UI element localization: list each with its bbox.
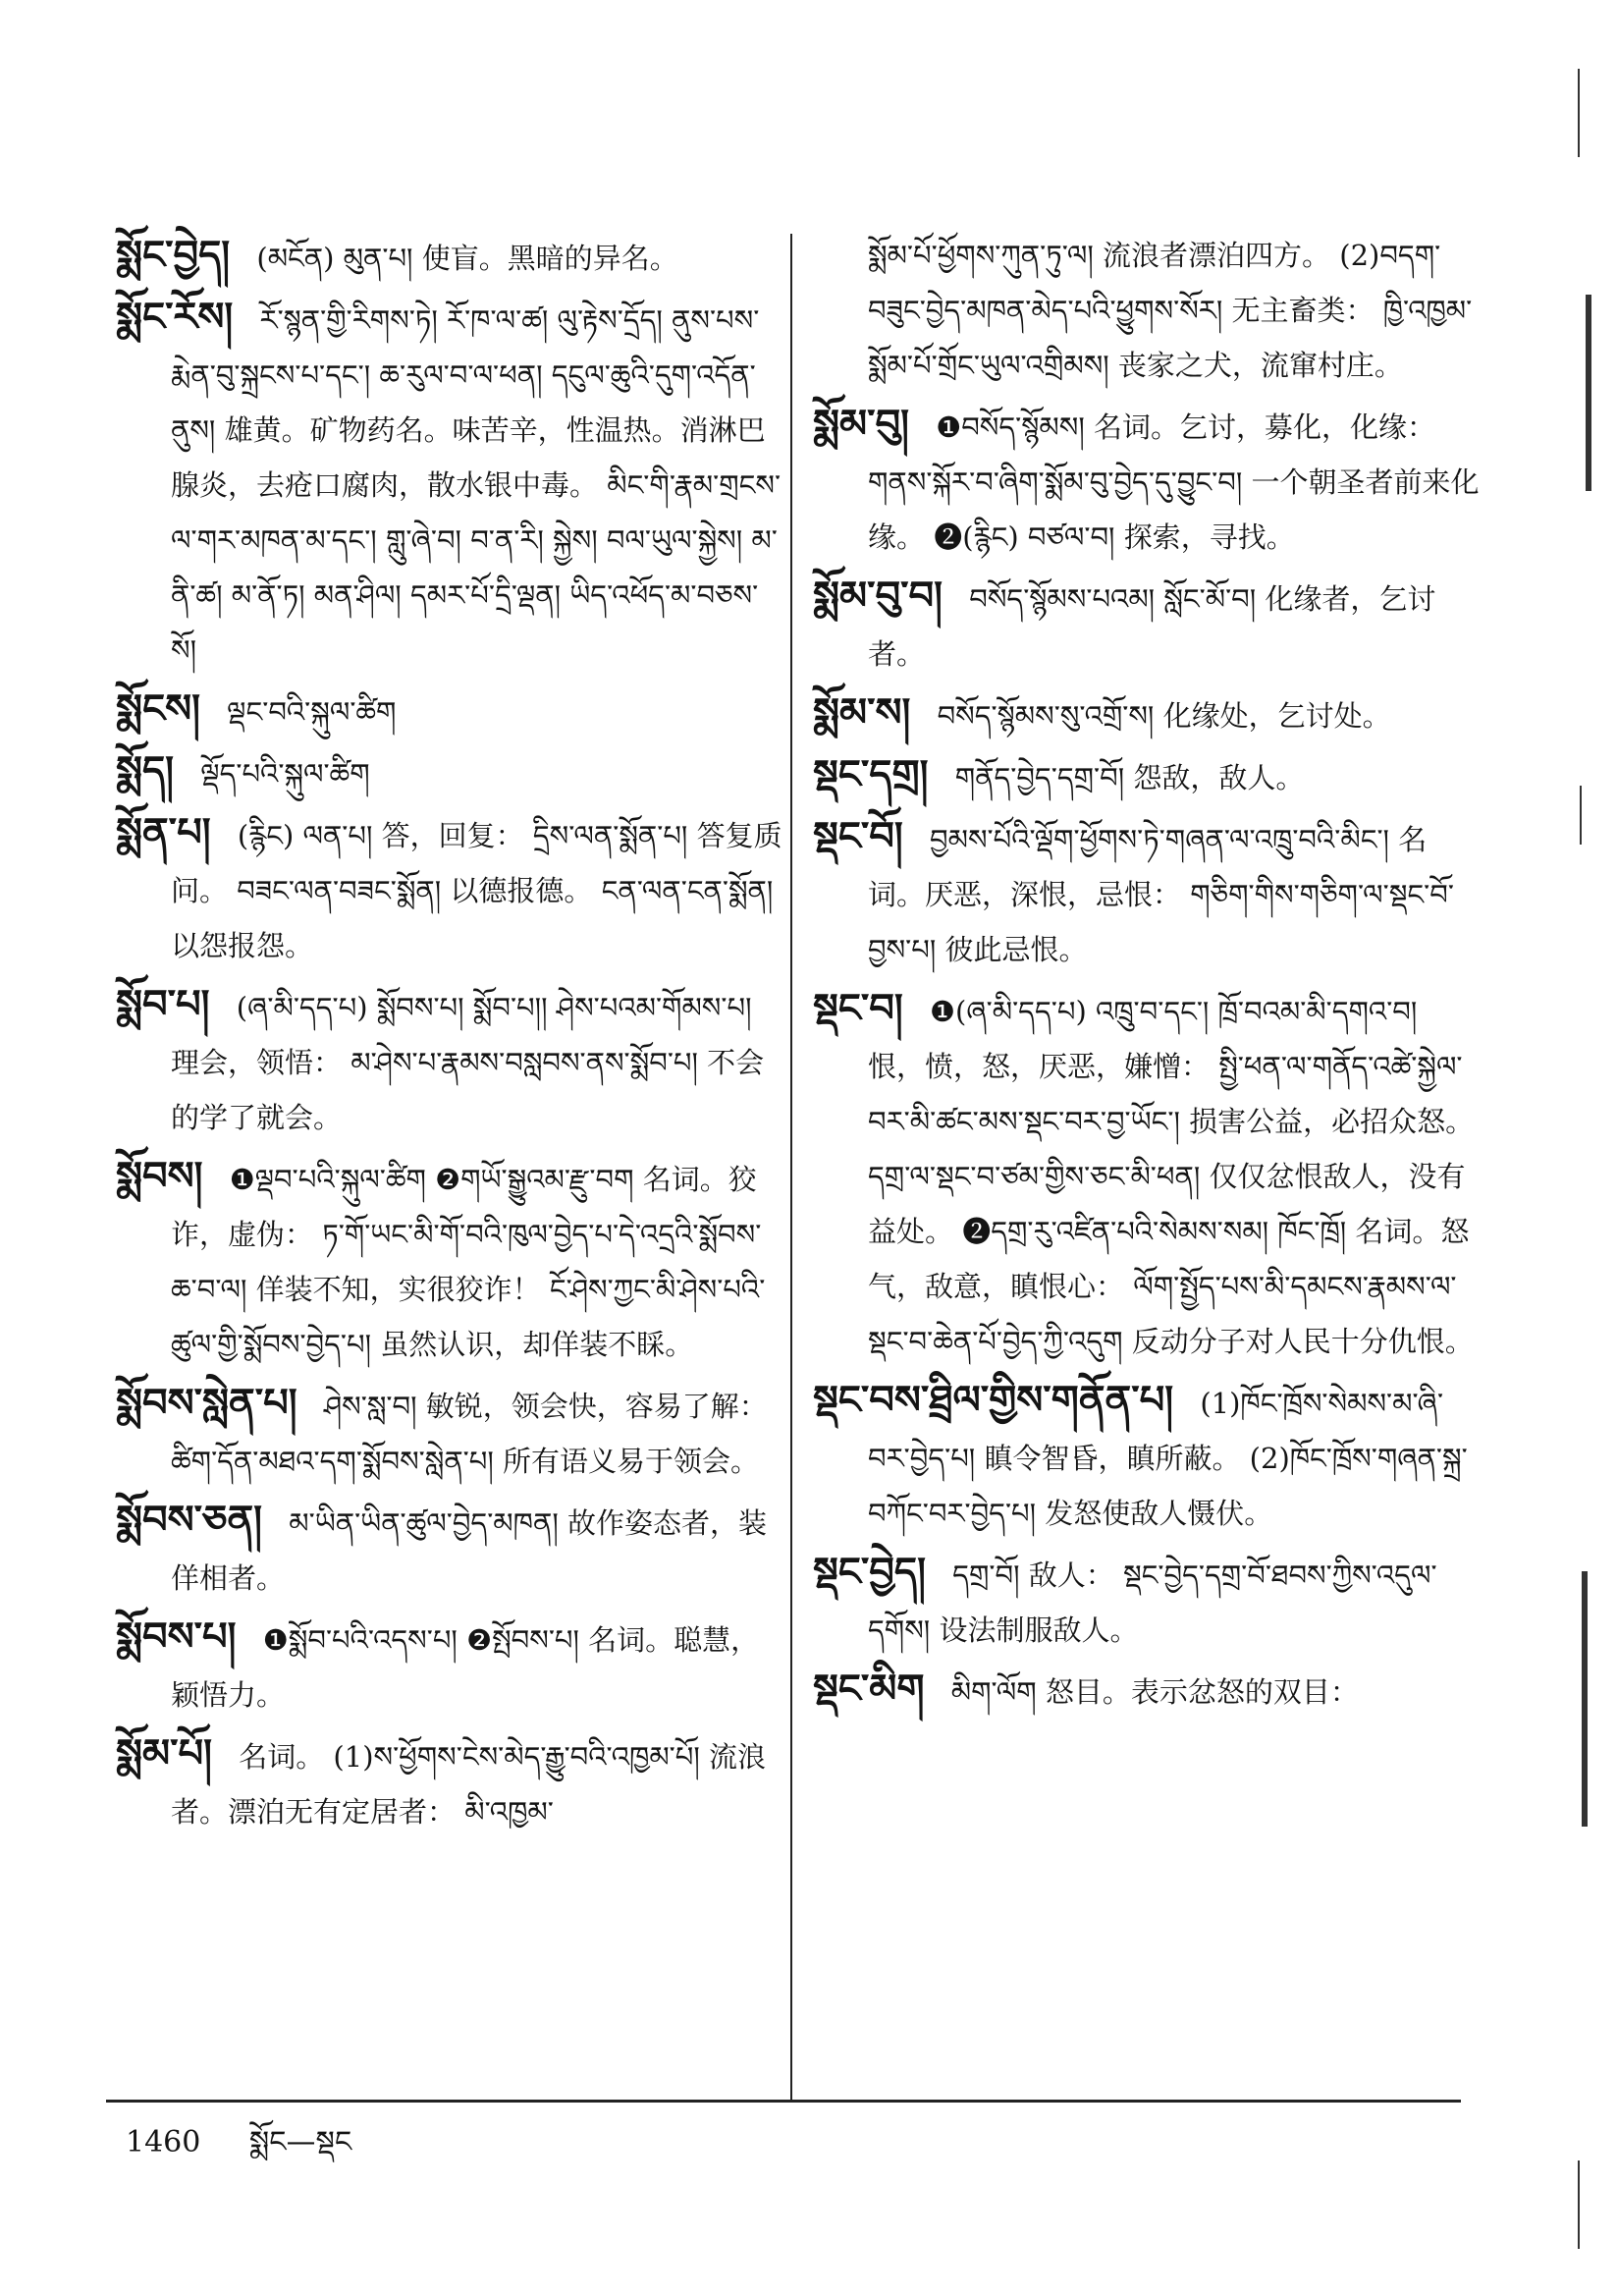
entry-definition: བྱམས་པོའི་ལྡོག་ཕྱོགས་ཏེ་གཞན་ལ་འཁྲུ་བའི་མིང་། 名词。厌恶，深恨，忌恨： གཅིག་གིས་གཅིག་ལ་སྡང་བོ་བྱས་པ། 彼此忌恨。 <box>868 823 1454 966</box>
entry-definition: མ་ཡིན་ཡིན་ཚུལ་བྱེད་མཁན། 故作姿态者，装佯相者。 <box>171 1506 767 1595</box>
entry-definition: དགྲ་བོ། 敌人： སྡང་བྱེད་དགྲ་བོ་ཐབས་ཀྱིས་འདུལ་དགོས། 设法制服敌人。 <box>868 1558 1437 1647</box>
dictionary-entry <box>116 1149 783 1372</box>
entry-definition: (རྙིང) ལན་པ། 答，回复： དྲིས་ལན་སྨོན་པ། 答复质问。 བཟང་ལན་བཟང་སྨོན། 以德报德。 ངན་ལན་ངན་སྨོན། 以怨报怨。 <box>171 819 782 962</box>
dictionary-entry <box>116 1726 783 1839</box>
entry-definition: ❶བསོད་སྙོམས། 名词。乞讨，募化，化缘： གནས་སྐོར་བ་ཞིག་སྨོམ་བུ་བྱེད་དུ་བྱུང་བ། 一个朝圣者前来化缘。 ❷(རྙིང) བཙལ་བ། 探索，寻找。 <box>868 410 1480 554</box>
dictionary-entry <box>116 1493 783 1606</box>
dictionary-entry <box>813 397 1481 565</box>
entry-headword: སྨོབས་པ། <box>116 1614 237 1660</box>
left-column <box>116 228 783 1843</box>
dictionary-entry <box>116 290 783 678</box>
entry-definition: མིག་ལོག 怒目。表示忿怒的双目： <box>942 1675 1359 1709</box>
entry-headword: སྨོབས་སླེན་པ། <box>116 1381 297 1426</box>
entry-headword: སྡང་མིག <box>813 1667 925 1712</box>
entry-definition: (ཞ་མི་དད་པ) སྨོབས་པ། སྨོབ་པ།། ཤེས་པའམ་གོམས་པ། 理会，领悟： མ་ཤེས་པ་རྣམས་བསླབས་ནས་སྨོབ་པ། 不会的学了就会。 <box>171 991 765 1134</box>
entry-headword: སྨོང་བྱེད། <box>116 233 231 278</box>
entry-headword: སྨོམ་བུ་བ། <box>813 574 943 619</box>
dictionary-entry <box>813 569 1481 682</box>
page-footer <box>126 2109 351 2192</box>
dictionary-entry <box>813 809 1481 977</box>
entry-definition: གནོད་བྱེད་དགྲ་བོ། 怨敌，敌人。 <box>945 761 1305 794</box>
dictionary-entry <box>813 1373 1481 1541</box>
entry-headword: སྨོབས། <box>116 1154 203 1199</box>
entry-definition: (1)ཁོང་ཁྲོས་སེམས་མ་ཞི་བར་བྱེད་པ། 瞋令智昏，瞋所蔽。 (2)ཁོང་ཁྲོས་གཞན་སྐྲ་བཀོང་བར་བྱེད་པ། 发怒使敌人慑伏。 <box>868 1387 1468 1530</box>
entry-headword: སྡང་བ། <box>813 986 903 1031</box>
entry-definition: ཤེས་སླ་བ། 敏锐，领会快，容易了解： ཚིག་དོན་མཐའ་དག་སྨོབས་སླེན་པ། 所有语义易于领会。 <box>171 1390 768 1478</box>
dictionary-entry <box>813 685 1481 743</box>
entry-definition: རོ་སྙན་གྱི་རིགས་ཏེ། རོ་ཁ་ལ་ཚ། ལུ་རྟེས་དྲོད། ནུས་པས་རྨེན་བུ་སྐྲངས་པ་དང་། ཆ་རུལ་བ་ལ་ཕན། དངུལ་ཆུའི་དུག་འདོན་ནུས། 雄黄。矿物药名。味苦辛，性温热。消淋巴腺炎，去疮口腐肉，散水银中毒。 མིང་གི་རྣམ་གྲངས་ལ་གར་མཁན་མ་དང་། གླུ་ཞེ་བ། བ་ན་རི། སྐྱེས། བལ་ཡུལ་སྐྱེས། མ་ནི་ཚ། མ་ནོ་ཏ། མན་ཤིལ། དམར་པོ་དྲི་ལྡན། ཡིད་འཕོད་མ་བཅས་སོ། <box>171 303 782 667</box>
column-divider <box>790 234 792 2100</box>
dictionary-entry <box>116 743 783 801</box>
entry-headword: སྨོམ་བུ། <box>813 402 909 447</box>
dictionary-entry <box>116 1376 783 1489</box>
dictionary-entry <box>116 977 783 1145</box>
dictionary-entry <box>813 1662 1481 1720</box>
entry-headword: སྨོབས་ཅན། <box>116 1498 263 1543</box>
dictionary-entry <box>813 747 1481 805</box>
entry-definition: ལྡོད་པའི་སྐུལ་ཚིག <box>191 757 370 791</box>
entry-definition: ལྡང་བའི་སྐུལ་ཚིག <box>217 695 397 729</box>
entry-definition: བསོད་སྙོམས་པའམ། སློང་མོ་བ། 化缘者，乞讨者。 <box>868 582 1436 671</box>
entry-definition: 名词。 (1)ས་ཕྱོགས་ངེས་མེད་རྒྱུ་བའི་འཁྱམ་པོ། 流浪者。漂泊无有定居者： མི་འཁྱམ་ <box>171 1740 767 1829</box>
entry-headword: སྨོབ་པ། <box>116 982 210 1027</box>
right-column <box>813 228 1481 1723</box>
entry-definition: ❶སྨོབ་པའི་འདས་པ། ❷སྤོབས་པ། 名词。聪慧，颖悟力。 <box>171 1623 760 1712</box>
dictionary-entry <box>116 228 783 286</box>
entry-headword: སྡང་བྱེད། <box>813 1550 926 1595</box>
dictionary-entry <box>813 228 1481 393</box>
entry-definition: (མངོན) མུན་པ། 使盲。黑暗的异名。 <box>247 242 678 275</box>
edge-marks <box>1558 0 1617 2296</box>
entry-headword: སྡང་བོ། <box>813 814 903 859</box>
entry-headword: སྡང་བས་ཐྲིལ་གྱིས་གནོན་པ། <box>813 1378 1174 1423</box>
page-number: 1460 <box>126 2125 201 2159</box>
entry-definition: ❶(ཞ་མི་དད་པ) འཁྲུ་བ་དང་། ཁྲོ་བའམ་མི་དགའ་བ། 恨，愤，怒，厌恶，嫌憎： སྤྱི་ཕན་ལ་གནོད་འཚེ་སྐྱེལ་བར་མི་ཚང་མས་སྡང་བར་བྱ་ཡོང་། 损害公益，必招众怒。 དགྲ་ལ་སྡང་བ་ཙམ་གྱིས་ཅང་མི་ཕན། 仅仅忿恨敌人，没有益处。 ❷དགྲ་རུ་འཛིན་པའི་སེམས་སམ། ཁོང་ཁྲོ། 名词。怒气，敌意，瞋恨心： ལོག་སྤྱོད་པས་མི་དམངས་རྣམས་ལ་སྡང་བ་ཆེན་པོ་བྱེད་ཀྱི་འདུག 反动分子对人民十分仇恨。 <box>868 995 1475 1358</box>
dictionary-entry <box>813 981 1481 1369</box>
footer-rule <box>106 2100 1461 2103</box>
dictionary-entry <box>116 682 783 739</box>
entry-headword: སྨོངས། <box>116 686 200 732</box>
entry-definition: སྨོམ་པོ་ཕྱོགས་ཀུན་ཏུ་ལ། 流浪者漂泊四方。 (2)བདག་བཟུང་བྱེད་མཁན་མེད་པའི་ཕྱུགས་སོར། 无主畜类： ཁྱི་འཁྱམ་སྨོམ་པོ་གྲོང་ཡུལ་འགྲིམས། 丧家之犬，流窜村庄。 <box>868 239 1473 382</box>
entry-headword: སྨོན་པ། <box>116 810 211 855</box>
page-range: སྨོང—སྡང <box>248 2125 352 2159</box>
dictionary-entry <box>813 1545 1481 1658</box>
entry-headword: སྨོད། <box>116 748 175 793</box>
dictionary-entry <box>116 1610 783 1722</box>
entry-definition: བསོད་སྙོམས་སུ་འགྲོ་ས། 化缘处，乞讨处。 <box>928 699 1391 733</box>
entry-headword: སྨོང་རོས། <box>116 295 234 340</box>
entry-headword: སྨོམ་ས། <box>813 690 911 736</box>
entry-headword: སྡང་དགྲ། <box>813 752 929 797</box>
dictionary-entry <box>116 805 783 973</box>
entry-headword: སྨོམ་པོ། <box>116 1731 212 1777</box>
entry-definition: ❶ལྡབ་པའི་སྐུལ་ཚིག ❷གཡོ་སྒྱུའམ་རྫུ་བག 名词。狡诈，虚伪： ཏ་གོ་ཡང་མི་གོ་བའི་ཁུལ་བྱེད་པ་དེ་འདྲའི་སྨོབས་ཆ་བ་ལ། 佯装不知，实很狡诈！ ངོ་ཤེས་ཀྱང་མི་ཤེས་པའི་ཚུལ་གྱི་སྨོབས་བྱེད་པ། 虽然认识，却佯装不睬。 <box>171 1163 766 1361</box>
